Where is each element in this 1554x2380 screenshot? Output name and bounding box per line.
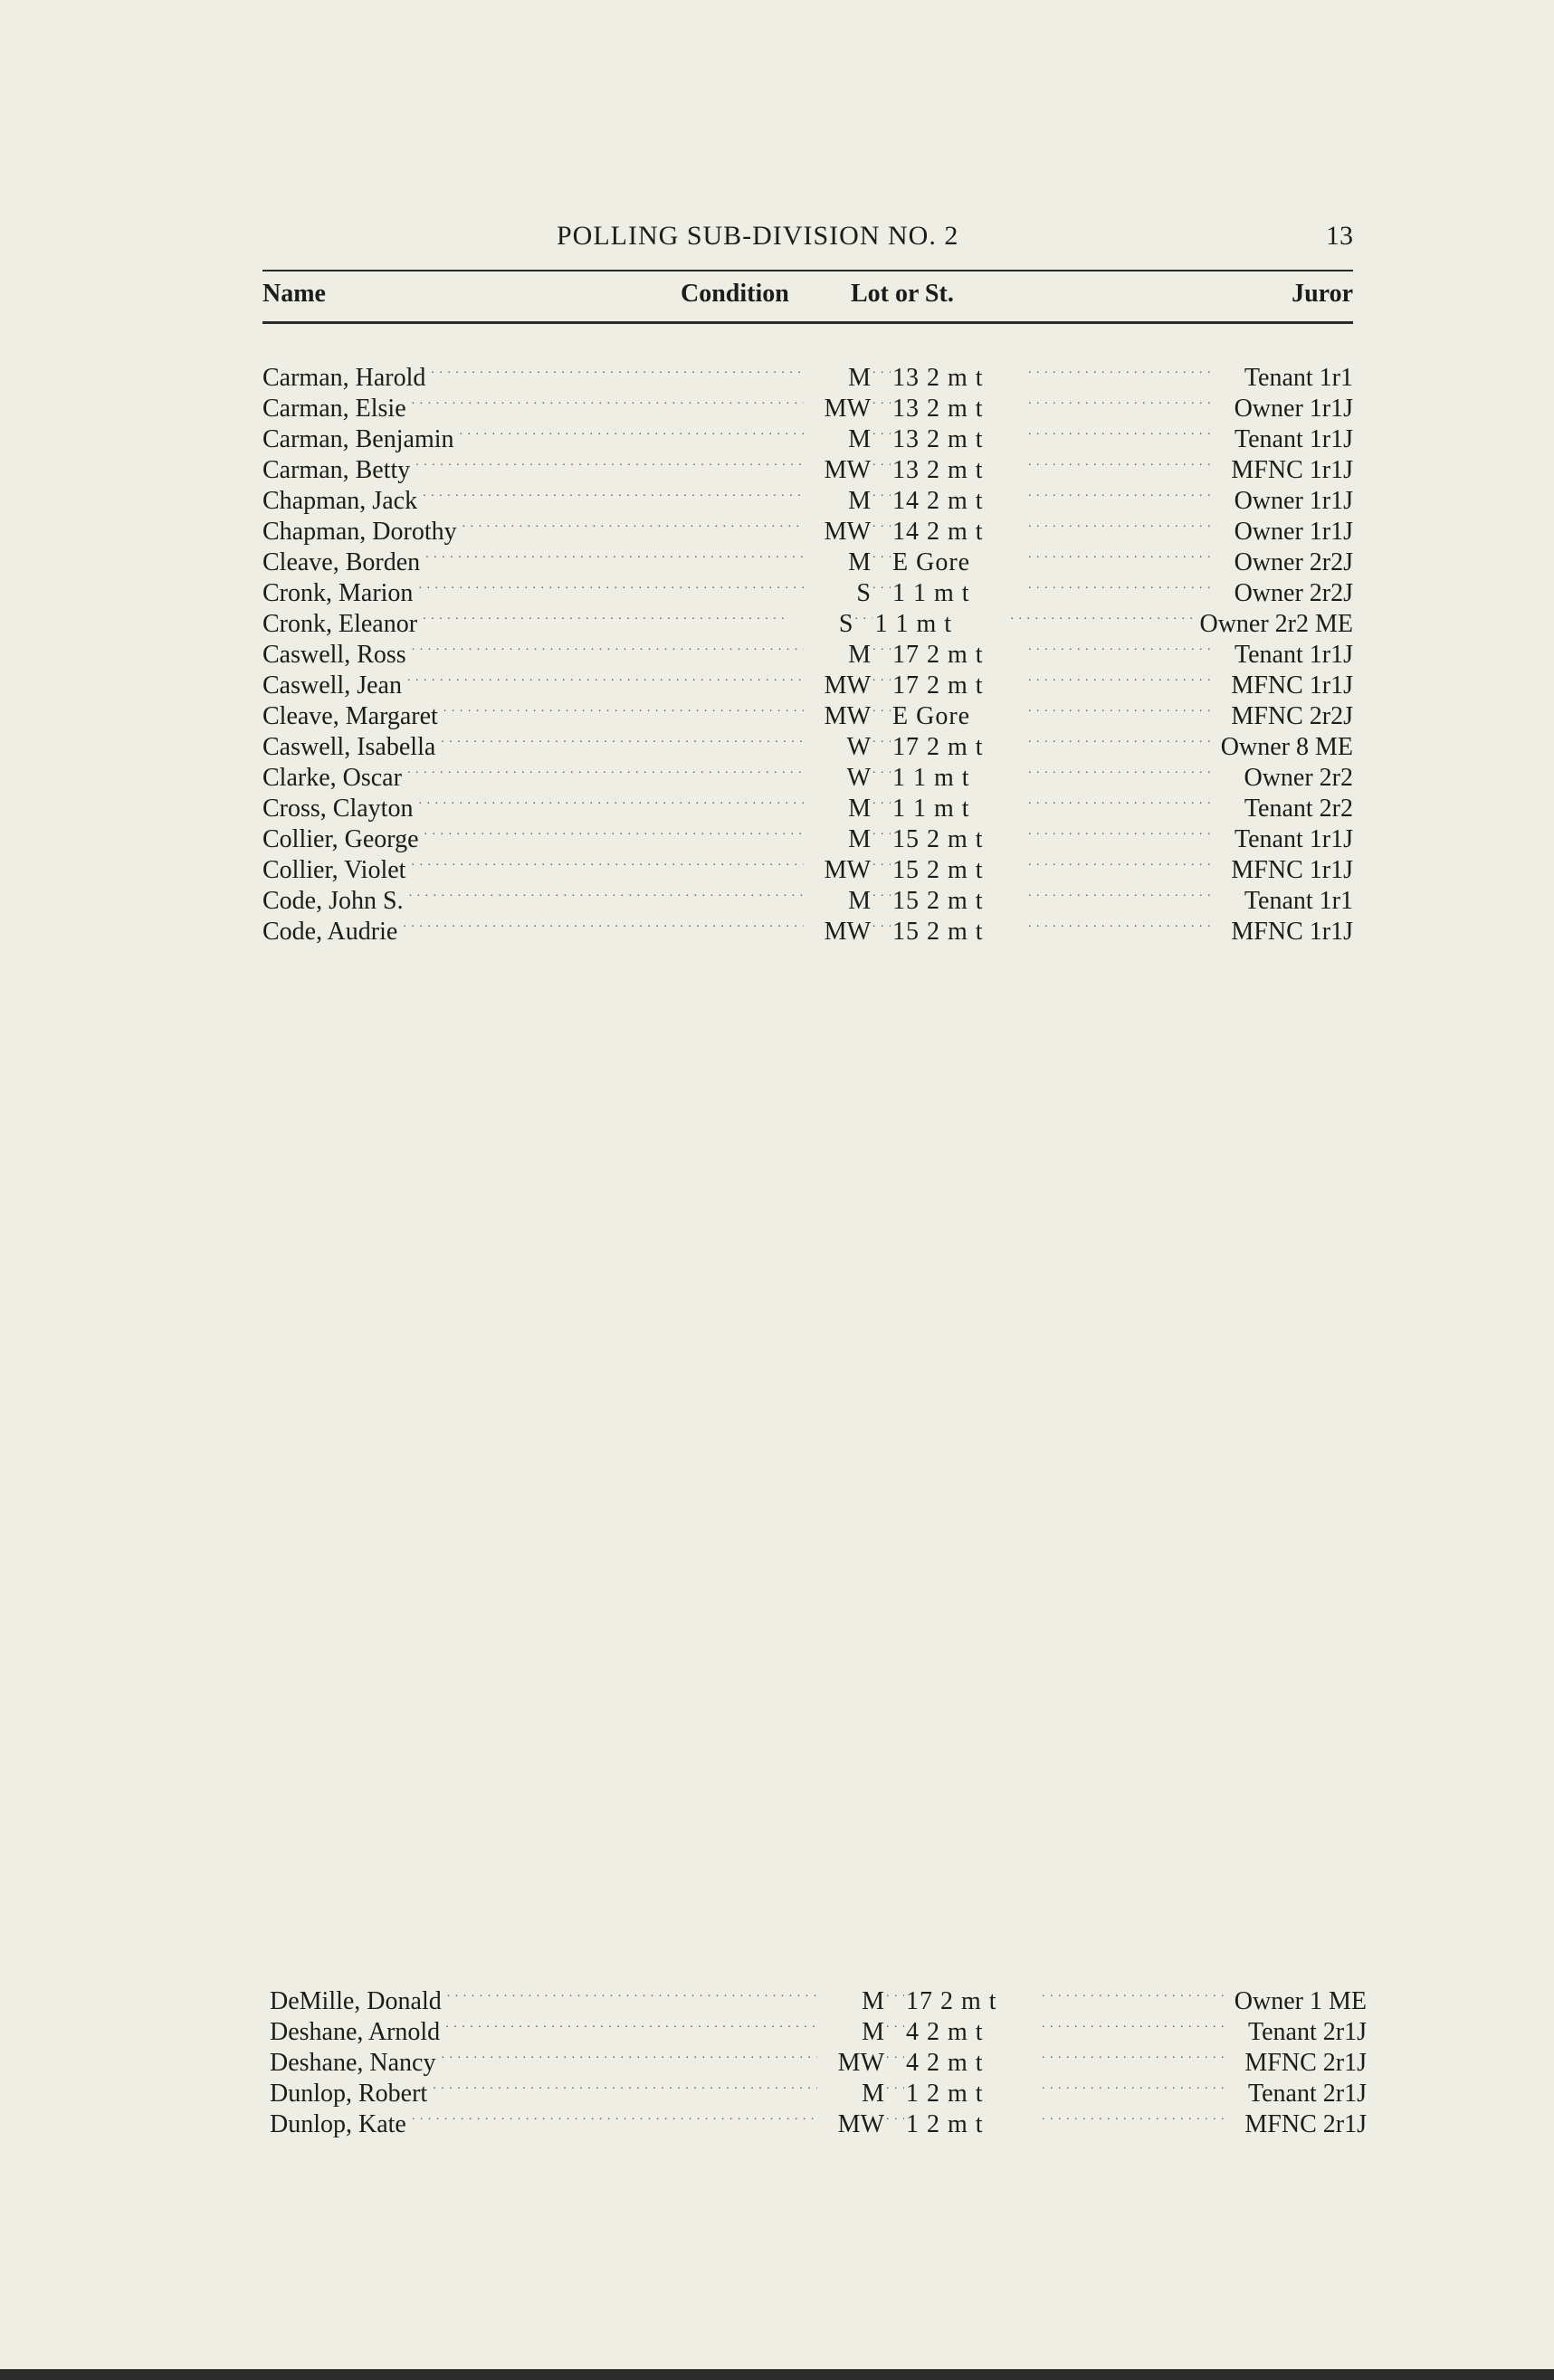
voter-juror: MFNC 1r1J: [1231, 456, 1353, 484]
dot-leader: [431, 355, 804, 386]
voter-juror: Owner 2r2: [1244, 764, 1353, 792]
dot-leader: [418, 785, 804, 816]
dot-leader: [441, 2040, 817, 2071]
dot-leader: [871, 539, 891, 570]
dot-leader: [1028, 539, 1214, 570]
voter-condition: MW: [824, 918, 871, 946]
voter-condition: W: [846, 733, 871, 761]
page-header: [262, 221, 1353, 257]
dot-leader: [443, 693, 804, 724]
dot-leader: [871, 632, 891, 662]
header-rule-top: [262, 270, 1353, 271]
dot-leader: [412, 632, 804, 662]
dot-leader: [1028, 724, 1214, 755]
voter-juror: Owner 8 ME: [1220, 733, 1353, 761]
voter-lot: 17 2 m t: [892, 733, 984, 761]
dot-leader: [884, 2009, 904, 2040]
voter-name: Cross, Clayton: [262, 795, 414, 823]
page-edge-band: [0, 2369, 1554, 2380]
voter-lot: 15 2 m t: [892, 887, 984, 915]
voter-condition: M: [848, 364, 871, 392]
voter-juror: MFNC 2r2J: [1231, 702, 1353, 730]
voter-name: DeMille, Donald: [270, 1987, 442, 2015]
voter-name: Clarke, Oscar: [262, 764, 402, 792]
voter-condition: M: [848, 487, 871, 515]
voter-lot: 1 2 m t: [906, 2080, 984, 2108]
voter-juror: Tenant 2r1J: [1247, 2018, 1367, 2046]
column-header-juror: Juror: [1292, 280, 1353, 308]
voter-lot: 1 1 m t: [892, 764, 970, 792]
voter-condition: MW: [824, 518, 871, 546]
dot-leader: [409, 878, 804, 909]
dot-leader: [407, 662, 804, 693]
voter-lot: 15 2 m t: [892, 856, 984, 884]
voter-condition: M: [862, 1987, 884, 2015]
voter-condition: MW: [824, 702, 871, 730]
dot-leader: [871, 447, 891, 478]
dot-leader: [433, 2071, 817, 2101]
dot-leader: [1028, 755, 1214, 785]
voter-condition: MW: [837, 2110, 884, 2138]
voter-condition: MW: [824, 856, 871, 884]
dot-leader: [412, 2101, 817, 2132]
dot-leader: [445, 2009, 817, 2040]
dot-leader: [1028, 662, 1214, 693]
voter-condition: MW: [824, 456, 871, 484]
voter-juror: Owner 1 ME: [1234, 1987, 1367, 2015]
voter-condition: MW: [837, 2049, 884, 2077]
dot-leader: [1028, 878, 1214, 909]
dot-leader: [871, 478, 891, 509]
voter-condition: M: [848, 425, 871, 453]
voter-name: Deshane, Nancy: [270, 2049, 436, 2077]
dot-leader: [871, 724, 891, 755]
voter-juror: MFNC 2r1J: [1244, 2110, 1367, 2138]
voter-lot: 1 1 m t: [874, 610, 953, 638]
voter-name: Cleave, Margaret: [262, 702, 438, 730]
dot-leader: [425, 539, 804, 570]
dot-leader: [871, 785, 891, 816]
voter-condition: MW: [824, 671, 871, 700]
dot-leader: [447, 1978, 817, 2009]
voter-lot: 13 2 m t: [892, 456, 984, 484]
voter-name: Carman, Elsie: [262, 395, 406, 423]
voter-juror: Tenant 1r1: [1244, 364, 1353, 392]
voter-lot: 1 1 m t: [892, 795, 970, 823]
dot-leader: [1028, 570, 1214, 601]
voter-lot: E Gore: [892, 548, 971, 576]
dot-leader: [1042, 2101, 1227, 2132]
dot-leader: [1028, 416, 1214, 447]
voter-name: Dunlop, Kate: [270, 2110, 406, 2138]
dot-leader: [1042, 1978, 1227, 2009]
dot-leader: [884, 2040, 904, 2071]
voter-lot: E Gore: [892, 702, 971, 730]
dot-leader: [853, 601, 872, 632]
voter-juror: Tenant 2r2: [1244, 795, 1353, 823]
dot-leader: [407, 755, 804, 785]
column-header-name: Name: [262, 280, 326, 308]
voter-name: Cleave, Borden: [262, 548, 421, 576]
dot-leader: [1028, 816, 1214, 847]
voter-juror: MFNC 1r1J: [1231, 918, 1353, 946]
voter-name: Collier, George: [262, 825, 419, 853]
voter-juror: Tenant 1r1: [1244, 887, 1353, 915]
voter-name: Carman, Betty: [262, 456, 411, 484]
voter-lot: 15 2 m t: [892, 918, 984, 946]
voter-lot: 13 2 m t: [892, 364, 984, 392]
voter-juror: Owner 1r1J: [1234, 487, 1353, 515]
dot-leader: [1042, 2040, 1227, 2071]
dot-leader: [871, 847, 891, 878]
dot-leader: [460, 416, 804, 447]
column-headers: [262, 276, 1353, 316]
dot-leader: [424, 816, 804, 847]
voter-name: Caswell, Jean: [262, 671, 402, 700]
dot-leader: [871, 386, 891, 416]
dot-leader: [884, 2071, 904, 2101]
voter-juror: Tenant 1r1J: [1234, 425, 1353, 453]
dot-leader: [1028, 785, 1214, 816]
dot-leader: [462, 509, 804, 539]
dot-leader: [884, 2101, 904, 2132]
dot-leader: [1028, 847, 1214, 878]
voter-row: [262, 355, 1353, 392]
dot-leader: [1028, 447, 1214, 478]
voter-juror: Owner 1r1J: [1234, 518, 1353, 546]
voter-juror: MFNC 1r1J: [1231, 856, 1353, 884]
dot-leader: [1042, 2071, 1227, 2101]
voter-condition: M: [848, 641, 871, 669]
voter-condition: M: [848, 548, 871, 576]
dot-leader: [1028, 355, 1214, 386]
voter-juror: MFNC 2r1J: [1244, 2049, 1367, 2077]
dot-leader: [418, 570, 804, 601]
page-title: POLLING SUB-DIVISION NO. 2: [557, 221, 959, 251]
voter-juror: Tenant 1r1J: [1234, 825, 1353, 853]
dot-leader: [871, 909, 891, 939]
dot-leader: [1028, 509, 1214, 539]
voter-row: [270, 1978, 1367, 2015]
dot-leader: [871, 355, 891, 386]
dot-leader: [871, 878, 891, 909]
dot-leader: [411, 847, 804, 878]
voter-juror: Tenant 1r1J: [1234, 641, 1353, 669]
voter-lot: 17 2 m t: [906, 1987, 997, 2015]
column-header-lot: Lot or St.: [851, 280, 954, 308]
voter-condition: M: [862, 2080, 884, 2108]
page-number: 13: [1326, 221, 1353, 251]
dot-leader: [1010, 601, 1196, 632]
header-rule-bottom: [262, 321, 1353, 324]
voter-lot: 4 2 m t: [906, 2018, 984, 2046]
dot-leader: [1028, 632, 1214, 662]
voter-condition: M: [848, 795, 871, 823]
voter-list-top: [262, 355, 1353, 946]
voter-lot: 1 2 m t: [906, 2110, 984, 2138]
voter-juror: Owner 2r2J: [1234, 548, 1353, 576]
dot-leader: [1028, 693, 1214, 724]
dot-leader: [871, 693, 891, 724]
dot-leader: [1042, 2009, 1227, 2040]
voter-name: Cronk, Eleanor: [262, 610, 418, 638]
voter-condition: M: [848, 887, 871, 915]
voter-list-bottom: [270, 1978, 1367, 2138]
dot-leader: [884, 1978, 904, 2009]
dot-leader: [871, 755, 891, 785]
voter-juror: Owner 2r2J: [1234, 579, 1353, 607]
voter-lot: 14 2 m t: [892, 487, 984, 515]
voter-name: Cronk, Marion: [262, 579, 414, 607]
voter-lot: 15 2 m t: [892, 825, 984, 853]
voter-condition: MW: [824, 395, 871, 423]
voter-condition: M: [862, 2018, 884, 2046]
voter-condition: M: [848, 825, 871, 853]
voter-name: Caswell, Isabella: [262, 733, 436, 761]
voter-condition: S: [838, 610, 853, 638]
voter-juror: MFNC 1r1J: [1231, 671, 1353, 700]
dot-leader: [871, 816, 891, 847]
voter-lot: 1 1 m t: [892, 579, 970, 607]
dot-leader: [423, 601, 786, 632]
dot-leader: [871, 570, 891, 601]
voter-lot: 13 2 m t: [892, 425, 984, 453]
voter-name: Code, Audrie: [262, 918, 398, 946]
voter-lot: 13 2 m t: [892, 395, 984, 423]
voter-condition: S: [856, 579, 871, 607]
voter-lot: 4 2 m t: [906, 2049, 984, 2077]
dot-leader: [415, 447, 804, 478]
dot-leader: [1028, 478, 1214, 509]
voter-name: Dunlop, Robert: [270, 2080, 428, 2108]
voter-name: Caswell, Ross: [262, 641, 406, 669]
voter-name: Carman, Harold: [262, 364, 426, 392]
dot-leader: [871, 416, 891, 447]
voter-lot: 14 2 m t: [892, 518, 984, 546]
column-header-condition: Condition: [681, 280, 789, 308]
dot-leader: [441, 724, 804, 755]
voter-condition: W: [846, 764, 871, 792]
dot-leader: [423, 478, 804, 509]
dot-leader: [1028, 386, 1214, 416]
voter-juror: Owner 1r1J: [1234, 395, 1353, 423]
voter-juror: Tenant 2r1J: [1247, 2080, 1367, 2108]
voter-lot: 17 2 m t: [892, 671, 984, 700]
voter-juror: Owner 2r2 ME: [1199, 610, 1353, 638]
voter-name: Code, John S.: [262, 887, 404, 915]
voter-name: Collier, Violet: [262, 856, 406, 884]
voter-name: Chapman, Dorothy: [262, 518, 457, 546]
dot-leader: [403, 909, 804, 939]
voter-name: Deshane, Arnold: [270, 2018, 441, 2046]
dot-leader: [871, 509, 891, 539]
voter-name: Carman, Benjamin: [262, 425, 454, 453]
dot-leader: [1028, 909, 1214, 939]
dot-leader: [871, 662, 891, 693]
dot-leader: [412, 386, 804, 416]
voter-name: Chapman, Jack: [262, 487, 418, 515]
voter-lot: 17 2 m t: [892, 641, 984, 669]
